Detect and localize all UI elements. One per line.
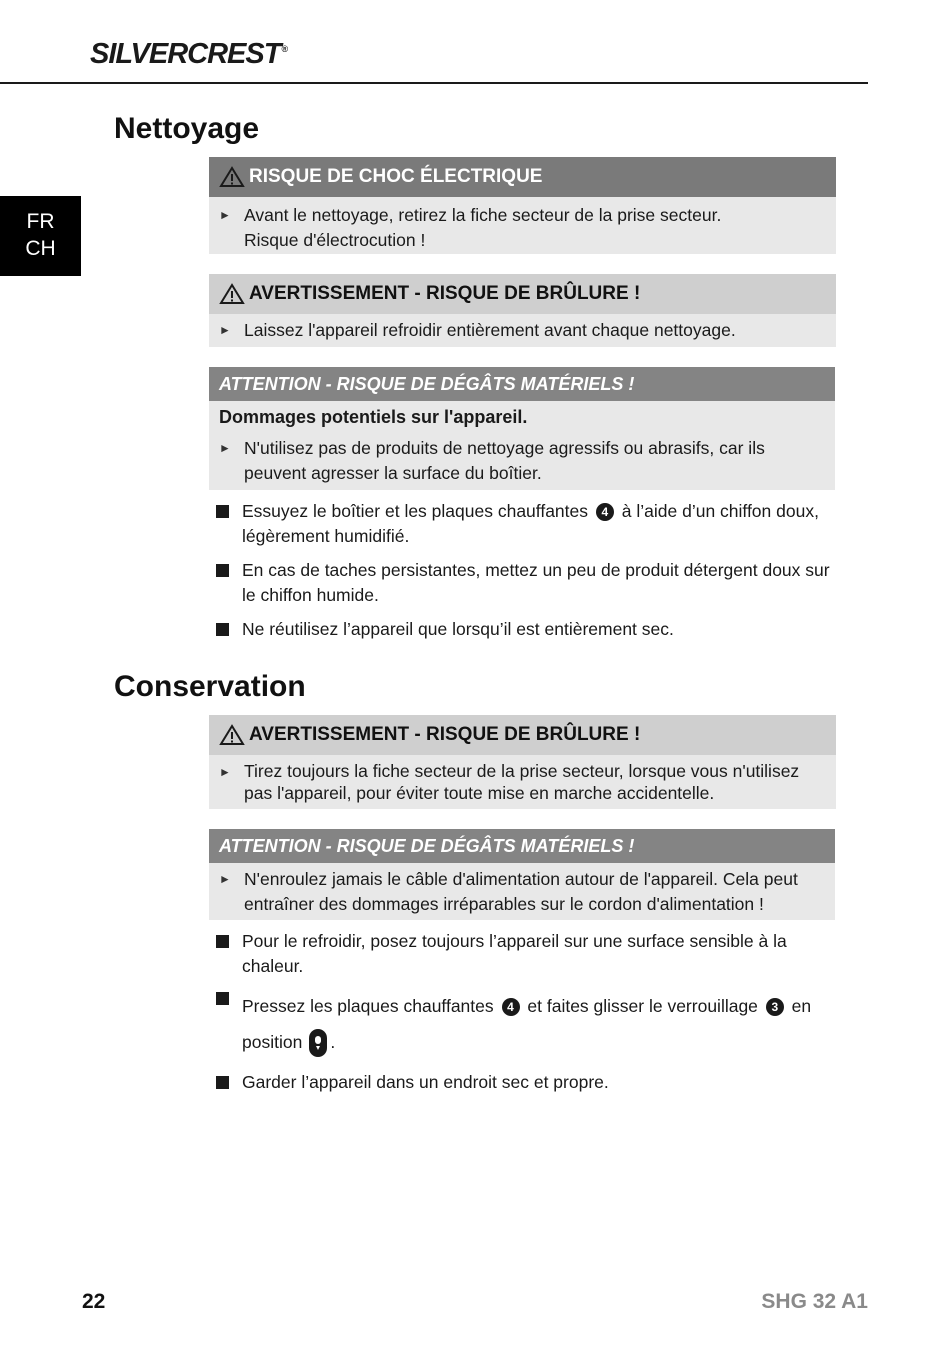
attention-subtitle: Dommages potentiels sur l'appareil. [219,407,528,427]
header-rule [0,82,868,84]
arrow-bullet-icon: ► [219,208,231,222]
lang-ch: CH [25,237,56,260]
arrow-bullet-icon: ► [219,441,231,455]
attention-box [209,829,835,920]
shock-warning-title: RISQUE DE CHOC ÉLECTRIQUE [249,166,543,187]
lock-position-icon [308,1028,328,1058]
language-tab [0,196,81,276]
warning-triangle-icon [219,724,245,746]
burn-warning-body [209,755,836,809]
list-item: En cas de taches persistantes, mettez un peu de produit détergent doux sur le chiffon humide. [216,558,841,607]
list-item: Pour le refroidir, posez toujours l’appareil sur une surface sensible à la chaleur. [216,929,846,978]
burn-warning-title: AVERTISSEMENT - RISQUE DE BRÛLURE ! [249,283,641,304]
list-item: ► Avant le nettoyage, retirez la fiche secteur de la prise secteur. Risque d'électrocution ! [219,203,826,252]
section-title-nettoyage: Nettoyage [114,112,260,145]
brand-logo: SILVERCREST® [90,38,288,70]
model-number: SHG 32 A1 [761,1290,868,1313]
burn-warning-title: AVERTISSEMENT - RISQUE DE BRÛLURE ! [249,724,641,745]
attention-body [209,863,835,920]
warning-triangle-icon [219,166,245,188]
attention-header: ATTENTION - RISQUE DE DÉGÂTS MATÉRIELS ! [209,829,835,863]
shock-warning-box [209,157,836,254]
attention-box [209,367,835,490]
square-bullet-icon [216,623,229,636]
arrow-bullet-icon: ► [219,872,231,886]
list-item: Essuyez le boîtier et les plaques chauffantes 4 à l’aide d’un chiffon doux, légèrement humidifié. [216,499,841,548]
warning-triangle-icon [219,283,245,305]
square-bullet-icon [216,935,229,948]
shock-warning-body [209,197,836,254]
square-bullet-icon [216,1076,229,1089]
list-item: Ne réutilisez l’appareil que lorsqu’il est entièrement sec. [216,617,841,642]
lang-fr: FR [26,210,55,233]
list-item: Garder l’appareil dans un endroit sec et propre. [216,1070,846,1095]
burn-warning-body [209,314,836,347]
callout-number-3: 3 [766,998,784,1016]
page-number: 22 [82,1290,106,1313]
conservation-bullet-list [216,929,846,1095]
attention-header: ATTENTION - RISQUE DE DÉGÂTS MATÉRIELS ! [209,367,835,401]
list-item: ► Tirez toujours la fiche secteur de la prise secteur, lorsque vous n'utilisez pas l'appareil, pour éviter toute mise en marche accidentelle. [219,761,800,803]
arrow-bullet-icon: ► [219,765,231,779]
callout-number-4: 4 [596,503,614,521]
section-title-conservation: Conservation [114,670,306,703]
burn-warning-header [209,715,836,755]
square-bullet-icon [216,564,229,577]
square-bullet-icon [216,505,229,518]
list-item: ► Laissez l'appareil refroidir entièrement avant chaque nettoyage. [219,318,826,343]
burn-warning-header [209,274,836,314]
nettoyage-bullet-list [216,499,841,642]
burn-warning-box [209,715,836,809]
arrow-bullet-icon: ► [219,323,231,337]
list-item: ► N'utilisez pas de produits de nettoyage agressifs ou abrasifs, car ils peuvent agresser la surface du boîtier. [219,436,825,485]
square-bullet-icon [216,992,229,1005]
shock-warning-header [209,157,836,197]
list-item: ► N'enroulez jamais le câble d'alimentation autour de l'appareil. Cela peut entraîner des dommages irréparables sur le cordon d'alimentation ! [219,867,825,916]
attention-body [209,401,835,490]
callout-number-4: 4 [502,998,520,1016]
burn-warning-box [209,274,836,347]
list-item: Pressez les plaques chauffantes 4 et faites glisser le verrouillage 3 en position . [216,988,846,1060]
